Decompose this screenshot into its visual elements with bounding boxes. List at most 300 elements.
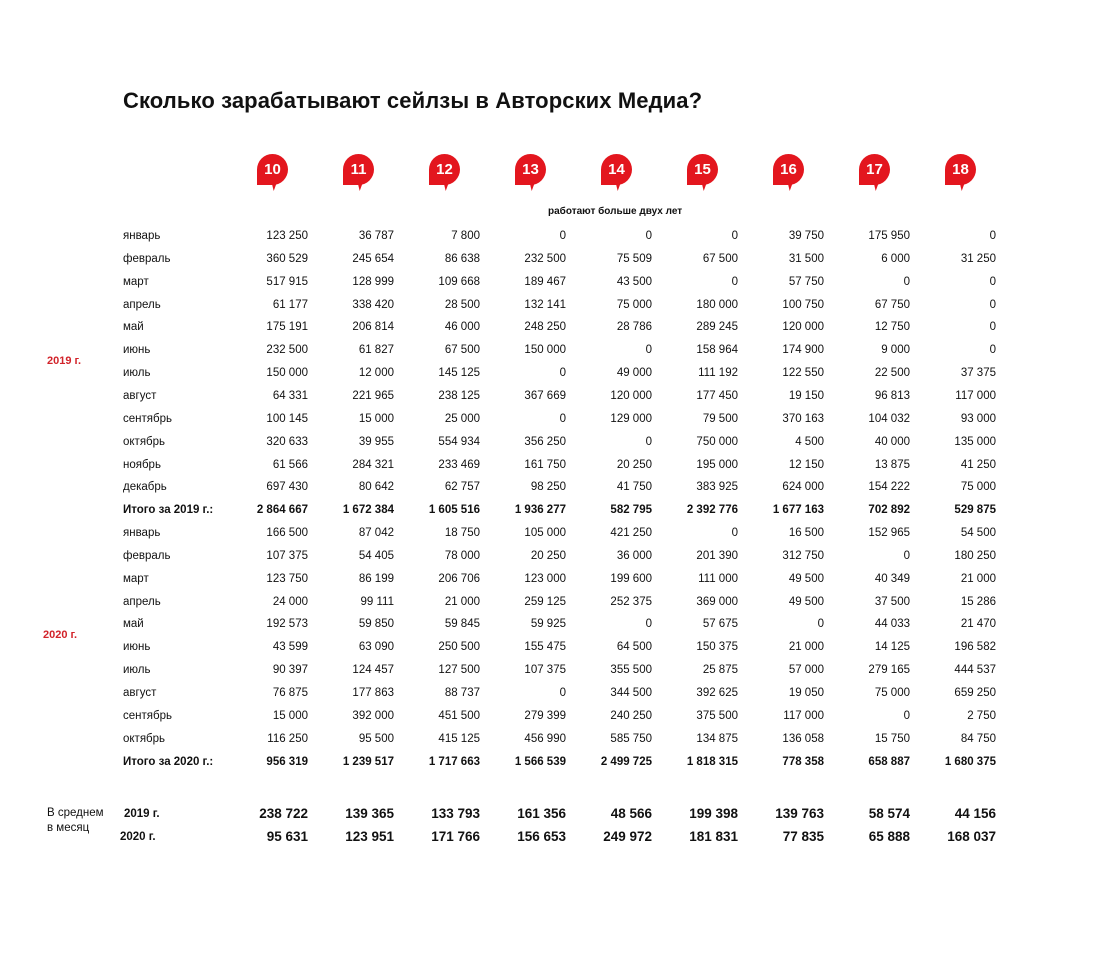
average-cell: 123 951 (345, 829, 394, 844)
total-label: Итого за 2020 г.: (123, 755, 214, 768)
table-cell: 517 915 (266, 275, 308, 288)
table-cell: 6 000 (881, 252, 910, 265)
table-row (0, 316, 1100, 338)
table-cell: 136 058 (782, 732, 824, 745)
table-cell: 0 (903, 709, 910, 722)
table-cell: 392 625 (696, 687, 738, 699)
table-cell: 93 000 (960, 412, 996, 425)
total-cell: 1 680 375 (944, 755, 996, 768)
month-label: июль (123, 367, 151, 380)
table-cell: 444 537 (954, 664, 996, 677)
table-cell: 46 000 (444, 321, 480, 334)
table-cell: 7 800 (451, 230, 480, 242)
table-cell: 54 500 (960, 527, 996, 540)
total-cell: 2 864 667 (256, 504, 308, 517)
table-cell: 206 814 (352, 321, 394, 334)
month-label: июнь (123, 344, 151, 357)
badge-number: 10 (264, 161, 281, 178)
table-cell: 750 000 (696, 435, 738, 448)
column-number-badge (429, 154, 460, 185)
total-cell: 1 717 663 (428, 755, 480, 768)
table-row (0, 431, 1100, 453)
column-number-badge (945, 154, 976, 185)
table-cell: 36 787 (358, 230, 394, 242)
table-cell: 59 850 (358, 618, 394, 631)
table-cell: 28 500 (444, 298, 480, 311)
table-cell: 57 000 (788, 664, 824, 677)
table-row (0, 225, 1100, 247)
total-cell: 1 677 163 (772, 504, 824, 517)
table-cell: 43 500 (616, 275, 652, 288)
table-cell: 383 925 (696, 481, 738, 494)
table-cell: 107 375 (266, 549, 308, 562)
table-row (0, 362, 1100, 384)
table-cell: 39 750 (788, 230, 824, 242)
table-row (0, 454, 1100, 476)
table-cell: 37 500 (874, 595, 910, 608)
month-label: март (123, 275, 149, 288)
table-cell: 21 000 (960, 572, 996, 585)
table-row (0, 568, 1100, 590)
table-cell: 180 250 (954, 549, 996, 562)
table-cell: 104 032 (868, 412, 910, 425)
table-row (0, 591, 1100, 613)
table-cell: 19 050 (788, 687, 824, 699)
table-cell: 195 000 (696, 458, 738, 471)
table-cell: 421 250 (610, 527, 652, 540)
table-row (0, 705, 1100, 727)
table-cell: 25 000 (444, 412, 480, 425)
badge-number: 18 (952, 161, 969, 178)
table-cell: 175 191 (266, 321, 308, 334)
table-cell: 367 669 (524, 389, 566, 402)
table-row (0, 682, 1100, 704)
month-label: январь (123, 230, 161, 242)
table-cell: 232 500 (266, 344, 308, 357)
total-cell: 529 875 (954, 504, 996, 517)
table-row (0, 636, 1100, 658)
table-cell: 0 (731, 275, 738, 288)
table-cell: 90 397 (272, 664, 308, 677)
table-cell: 150 000 (266, 367, 308, 380)
table-cell: 67 500 (444, 344, 480, 357)
table-cell: 9 000 (881, 344, 910, 357)
table-cell: 117 000 (783, 709, 824, 722)
table-cell: 86 638 (444, 252, 480, 265)
table-cell: 158 964 (696, 344, 738, 357)
table-cell: 451 500 (438, 709, 480, 722)
badge-number: 11 (350, 161, 367, 178)
table-cell: 356 250 (524, 435, 566, 448)
table-cell: 57 675 (702, 618, 738, 631)
table-cell: 279 399 (524, 709, 566, 722)
table-cell: 129 000 (610, 412, 652, 425)
average-cell: 139 763 (775, 806, 824, 821)
table-cell: 370 163 (782, 412, 824, 425)
table-row (0, 613, 1100, 635)
badge-number: 14 (608, 161, 625, 178)
average-label: В среднем в месяц (47, 807, 104, 834)
average-cell: 156 653 (517, 829, 566, 844)
table-cell: 0 (903, 275, 910, 288)
total-cell: 956 319 (266, 755, 308, 768)
month-label: ноябрь (123, 458, 161, 471)
table-cell: 49 000 (616, 367, 652, 380)
table-cell: 15 286 (960, 595, 996, 608)
table-cell: 22 500 (874, 367, 910, 380)
table-cell: 15 750 (874, 732, 910, 745)
table-cell: 221 965 (352, 389, 394, 402)
table-cell: 43 599 (272, 641, 308, 654)
table-cell: 61 566 (272, 458, 308, 471)
table-cell: 67 500 (702, 252, 738, 265)
badge-number: 17 (866, 161, 883, 178)
table-cell: 15 000 (358, 412, 394, 425)
table-cell: 75 000 (960, 481, 996, 494)
table-cell: 57 750 (788, 275, 824, 288)
table-cell: 79 500 (702, 412, 738, 425)
table-cell: 99 111 (360, 595, 394, 608)
table-cell: 18 750 (444, 527, 480, 540)
month-label: май (123, 321, 144, 334)
table-cell: 252 375 (610, 595, 652, 608)
average-row (0, 803, 1100, 825)
column-badges (0, 152, 1100, 192)
table-cell: 24 000 (272, 595, 308, 608)
table-cell: 14 125 (874, 641, 910, 654)
total-label: Итого за 2019 г.: (123, 504, 214, 517)
table-cell: 127 500 (438, 664, 480, 677)
total-cell: 702 892 (868, 504, 910, 517)
table-cell: 0 (989, 230, 996, 242)
table-cell: 75 000 (874, 687, 910, 699)
table-cell: 0 (817, 618, 824, 631)
table-cell: 75 000 (616, 298, 652, 311)
table-cell: 554 934 (438, 435, 480, 448)
page-title: Сколько зарабатывают сейлзы в Авторских Медиа? (123, 88, 703, 113)
table-cell: 0 (731, 527, 738, 540)
table-cell: 248 250 (524, 321, 566, 334)
badge-number: 13 (522, 161, 539, 178)
total-cell: 582 795 (610, 504, 652, 517)
table-row (0, 408, 1100, 430)
table-cell: 0 (645, 230, 652, 242)
table-cell: 49 500 (788, 572, 824, 585)
column-number-badge (257, 154, 288, 185)
average-cell: 181 831 (689, 829, 738, 844)
table-row (0, 294, 1100, 316)
year-label: 2019 г. (47, 354, 82, 367)
average-cell: 65 888 (868, 829, 910, 844)
table-cell: 0 (645, 435, 652, 448)
table-cell: 67 750 (874, 298, 910, 311)
table-cell: 135 000 (954, 435, 996, 448)
month-label: январь (123, 527, 161, 540)
table-cell: 63 090 (358, 641, 394, 654)
column-number-badge (859, 154, 890, 185)
table-cell: 250 500 (438, 641, 480, 654)
table-cell: 4 500 (795, 435, 824, 448)
table-cell: 369 000 (696, 595, 738, 608)
table-cell: 161 750 (524, 458, 566, 471)
table-cell: 344 500 (610, 687, 652, 699)
total-cell: 778 358 (782, 755, 824, 768)
average-year-label: 2019 г. (124, 808, 160, 820)
table-cell: 232 500 (524, 252, 566, 265)
table-cell: 76 875 (272, 687, 308, 699)
table-cell: 54 405 (358, 549, 394, 562)
average-cell: 238 722 (259, 806, 308, 821)
average-cell: 199 398 (689, 806, 738, 821)
total-cell: 1 818 315 (686, 755, 738, 768)
table-cell: 95 500 (358, 732, 394, 745)
column-number-badge (515, 154, 546, 185)
month-label: октябрь (123, 732, 166, 745)
table-cell: 154 222 (868, 481, 910, 494)
table-cell: 0 (645, 618, 652, 631)
table-cell: 123 000 (524, 572, 566, 585)
average-cell: 161 356 (517, 806, 566, 821)
table-cell: 166 500 (266, 527, 308, 540)
table-cell: 111 000 (698, 572, 738, 585)
table-cell: 196 582 (954, 641, 996, 654)
table-cell: 12 150 (788, 458, 824, 471)
table-cell: 39 955 (358, 435, 394, 448)
table-cell: 86 199 (358, 572, 394, 585)
table-cell: 62 757 (444, 481, 480, 494)
table-cell: 123 750 (266, 572, 308, 585)
table-cell: 0 (559, 230, 566, 242)
table-cell: 59 845 (444, 618, 480, 631)
table-cell: 64 500 (616, 641, 652, 654)
column-subheading: работают больше двух лет (548, 206, 683, 217)
total-cell: 1 239 517 (342, 755, 394, 768)
average-cell: 139 365 (345, 806, 394, 821)
table-cell: 109 668 (438, 275, 480, 288)
table-cell: 15 000 (272, 709, 308, 722)
table-cell: 375 500 (696, 709, 738, 722)
month-label: июль (123, 664, 151, 677)
column-number-badge (773, 154, 804, 185)
badge-number: 15 (694, 161, 711, 178)
average-cell: 44 156 (954, 806, 996, 821)
month-label: апрель (123, 595, 161, 608)
table-row (0, 385, 1100, 407)
month-label: май (123, 618, 144, 631)
month-label: август (123, 389, 157, 402)
table-cell: 132 141 (524, 298, 566, 311)
table-cell: 61 827 (358, 344, 394, 357)
table-cell: 84 750 (960, 732, 996, 745)
table-row (0, 522, 1100, 544)
table-cell: 360 529 (266, 252, 308, 265)
month-label: июнь (123, 641, 151, 654)
badge-number: 12 (436, 161, 453, 178)
table-cell: 155 475 (524, 641, 566, 654)
total-cell: 2 499 725 (600, 755, 652, 768)
table-cell: 192 573 (266, 618, 308, 631)
table-cell: 105 000 (524, 527, 566, 540)
total-cell: 2 392 776 (686, 504, 738, 517)
table-cell: 0 (559, 687, 566, 699)
table-cell: 80 642 (358, 481, 394, 494)
table-cell: 392 000 (352, 709, 394, 722)
table-cell: 78 000 (444, 549, 480, 562)
table-cell: 0 (989, 321, 996, 334)
table-cell: 238 125 (438, 389, 480, 402)
table-cell: 199 600 (610, 572, 652, 585)
table-cell: 320 633 (266, 435, 308, 448)
table-cell: 31 500 (788, 252, 824, 265)
total-cell: 1 605 516 (428, 504, 480, 517)
table-cell: 75 509 (616, 252, 652, 265)
table-cell: 152 965 (868, 527, 910, 540)
table-cell: 415 125 (438, 732, 480, 745)
table-cell: 245 654 (352, 252, 394, 265)
table-row (0, 339, 1100, 361)
month-label: февраль (123, 549, 171, 562)
table-cell: 233 469 (438, 458, 480, 471)
table-cell: 456 990 (524, 732, 566, 745)
table-cell: 96 813 (874, 389, 910, 402)
table-cell: 40 000 (874, 435, 910, 448)
table-cell: 134 875 (696, 732, 738, 745)
table-cell: 175 950 (868, 230, 910, 242)
month-label: март (123, 572, 149, 585)
table-cell: 180 000 (696, 298, 738, 311)
table-cell: 259 125 (524, 595, 566, 608)
table-cell: 279 165 (868, 664, 910, 677)
table-cell: 123 250 (266, 230, 308, 242)
table-cell: 12 750 (874, 321, 910, 334)
table-cell: 0 (731, 230, 738, 242)
table-cell: 13 875 (874, 458, 910, 471)
table-cell: 37 375 (960, 367, 996, 380)
average-year-label: 2020 г. (120, 831, 156, 843)
table-cell: 697 430 (266, 481, 308, 494)
table-cell: 312 750 (782, 549, 824, 562)
table-cell: 0 (989, 275, 996, 288)
table-cell: 0 (559, 412, 566, 425)
badge-number: 16 (780, 161, 797, 178)
table-cell: 41 750 (616, 481, 652, 494)
table-cell: 44 033 (874, 618, 910, 631)
table-cell: 49 500 (788, 595, 824, 608)
total-cell: 1 936 277 (514, 504, 566, 517)
table-cell: 128 999 (352, 275, 394, 288)
table-cell: 100 750 (782, 298, 824, 311)
total-row (0, 751, 1100, 773)
table-cell: 88 737 (444, 687, 480, 699)
table-cell: 174 900 (782, 344, 824, 357)
table-cell: 0 (989, 344, 996, 357)
table-cell: 122 550 (782, 367, 824, 380)
table-cell: 16 500 (788, 527, 824, 540)
table-cell: 659 250 (954, 687, 996, 699)
table-cell: 124 457 (352, 664, 394, 677)
table-cell: 2 750 (967, 709, 996, 722)
table-cell: 107 375 (524, 664, 566, 677)
month-label: август (123, 687, 157, 699)
average-cell: 48 566 (610, 806, 652, 821)
total-cell: 1 672 384 (342, 504, 394, 517)
table-cell: 0 (903, 549, 910, 562)
table-cell: 61 177 (272, 298, 308, 311)
month-label: октябрь (123, 435, 166, 448)
total-cell: 1 566 539 (514, 755, 566, 768)
table-cell: 117 000 (955, 389, 996, 402)
table-cell: 111 192 (698, 367, 738, 380)
average-cell: 171 766 (431, 829, 480, 844)
total-row (0, 499, 1100, 521)
average-row (0, 826, 1100, 848)
total-cell: 658 887 (868, 755, 910, 768)
average-cell: 95 631 (266, 829, 308, 844)
table-cell: 41 250 (960, 458, 996, 471)
table-cell: 338 420 (352, 298, 394, 311)
table-cell: 40 349 (874, 572, 910, 585)
table-cell: 31 250 (960, 252, 996, 265)
table-cell: 20 250 (530, 549, 566, 562)
table-cell: 150 375 (696, 641, 738, 654)
table-cell: 120 000 (782, 321, 824, 334)
table-row (0, 271, 1100, 293)
table-cell: 240 250 (610, 709, 652, 722)
table-cell: 21 000 (444, 595, 480, 608)
month-label: сентябрь (123, 412, 172, 425)
month-label: апрель (123, 298, 161, 311)
table-cell: 177 863 (352, 687, 394, 699)
table-cell: 20 250 (616, 458, 652, 471)
table-cell: 0 (989, 298, 996, 311)
table-cell: 25 875 (702, 664, 738, 677)
table-cell: 201 390 (696, 549, 738, 562)
table-cell: 206 706 (438, 572, 480, 585)
month-label: декабрь (123, 481, 167, 494)
average-cell: 77 835 (782, 829, 824, 844)
column-number-badge (687, 154, 718, 185)
table-cell: 98 250 (530, 481, 566, 494)
table-cell: 21 000 (788, 641, 824, 654)
table-cell: 36 000 (616, 549, 652, 562)
table-cell: 284 321 (352, 458, 394, 471)
average-cell: 168 037 (947, 829, 996, 844)
table-cell: 0 (559, 367, 566, 380)
table-cell: 19 150 (788, 389, 824, 402)
table-row (0, 728, 1100, 750)
month-label: февраль (123, 252, 171, 265)
column-number-badge (601, 154, 632, 185)
table-cell: 87 042 (358, 527, 394, 540)
table-cell: 59 925 (530, 618, 566, 631)
table-cell: 355 500 (610, 664, 652, 677)
table-row (0, 545, 1100, 567)
table-cell: 120 000 (610, 389, 652, 402)
table-cell: 116 250 (267, 732, 308, 745)
table-cell: 64 331 (272, 389, 308, 402)
table-row (0, 476, 1100, 498)
table-cell: 21 470 (960, 618, 996, 631)
table-cell: 28 786 (616, 321, 652, 334)
table-cell: 585 750 (610, 732, 652, 745)
average-cell: 133 793 (431, 806, 480, 821)
table-cell: 177 450 (696, 389, 738, 402)
month-label: сентябрь (123, 709, 172, 722)
table-row (0, 659, 1100, 681)
table-cell: 289 245 (696, 321, 738, 334)
average-cell: 58 574 (868, 806, 910, 821)
table-cell: 150 000 (524, 344, 566, 357)
